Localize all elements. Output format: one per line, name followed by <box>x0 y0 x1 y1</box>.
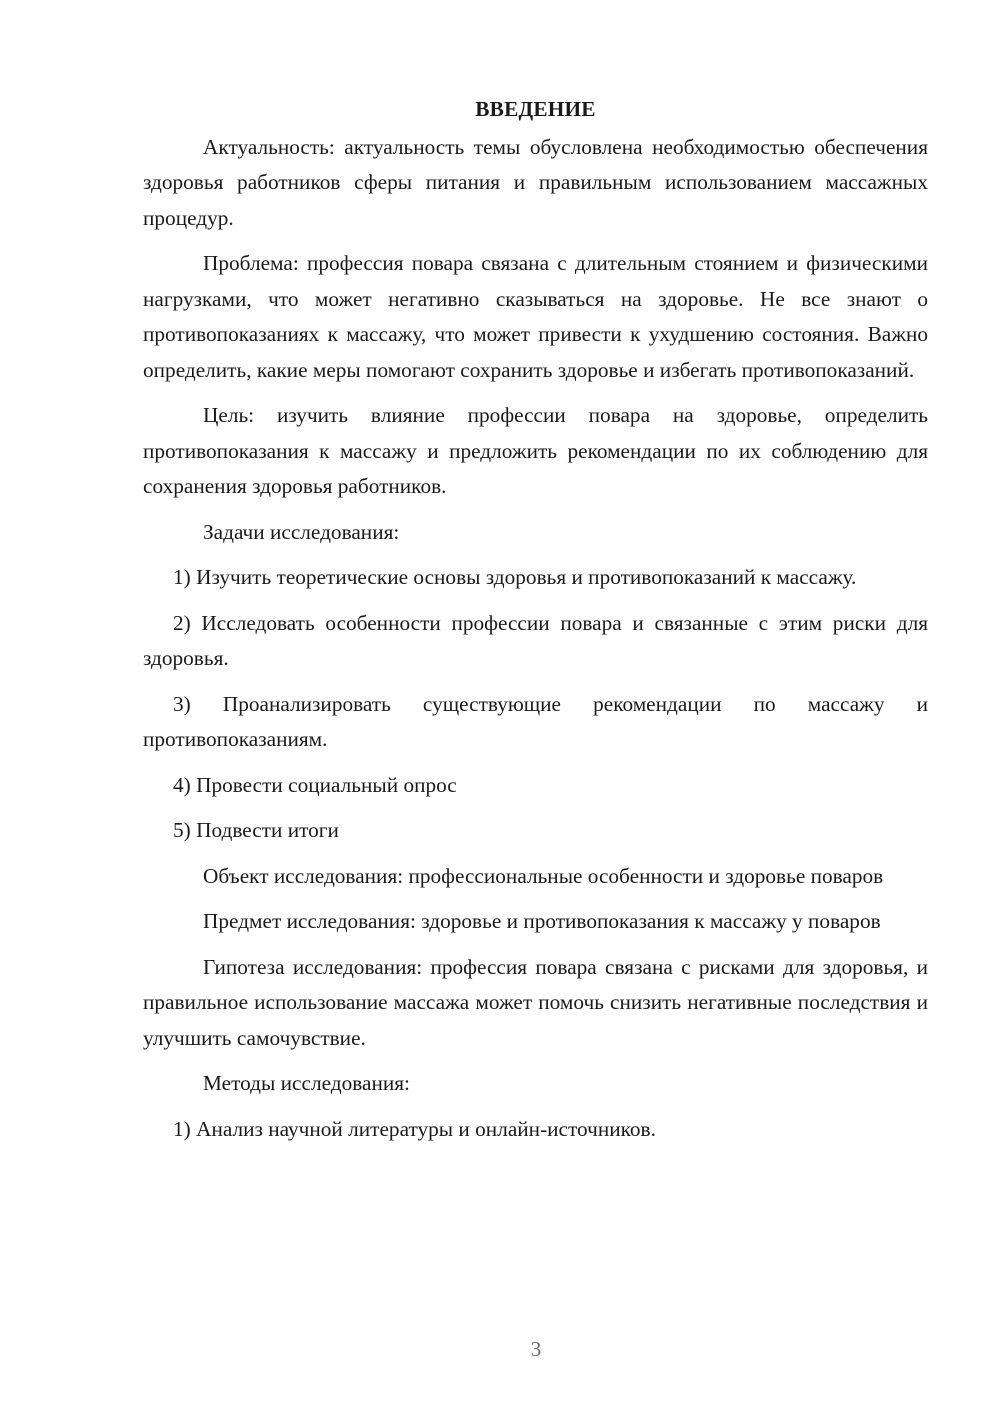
page-number: 3 <box>530 1337 542 1361</box>
task-item-5: 5) Подвести итоги <box>173 818 339 842</box>
document-body <box>143 92 928 1157</box>
methods-heading: Методы исследования: <box>203 1071 410 1095</box>
task-item-3: 3) Проанализировать существующие рекомендации по массажу и противопоказаниям. <box>143 691 928 751</box>
paragraph-object: Объект исследования: профессиональные особенности и здоровье поваров <box>203 863 884 888</box>
paragraph-relevance: Актуальность: актуальность темы обусловлена необходимостью обеспечения здоровья работников сферы питания и правильным использованием массажных процедур. <box>143 134 928 230</box>
task-item-4: 4) Провести социальный опрос <box>173 772 457 797</box>
paragraph-subject: Предмет исследования: здоровье и противопоказания к массажу у поваров <box>203 909 881 933</box>
section-title: ВВЕДЕНИЕ <box>475 97 596 121</box>
paragraph-goal: Цель: изучить влияние профессии повара на здоровье, определить противопоказания к массажу и предложить рекомендации по их соблюдению для сохранения здоровья работников. <box>143 403 928 498</box>
paragraph-hypothesis: Гипотеза исследования: профессия повара связана с рисками для здоровья, и правильное использование массажа может помочь снизить негативные последствия и улучшить самочувствие. <box>143 954 928 1050</box>
tasks-heading: Задачи исследования: <box>203 519 400 544</box>
task-item-1: 1) Изучить теоретические основы здоровья и противопоказаний к массажу. <box>173 565 857 589</box>
paragraph-problem: Проблема: профессия повара связана с длительным стоянием и физическими нагрузками, что может негативно сказываться на здоровье. Не все знают о противопоказаниях к массажу, что может привести к ухудшению состояния. Важно определить, какие меры помогают сохранить здоровье и избегать противопоказаний. <box>143 251 928 382</box>
method-item-1: 1) Анализ научной литературы и онлайн-источников. <box>173 1116 656 1141</box>
task-item-2: 2) Исследовать особенности профессии повара и связанные с этим риски для здоровья. <box>143 610 928 670</box>
